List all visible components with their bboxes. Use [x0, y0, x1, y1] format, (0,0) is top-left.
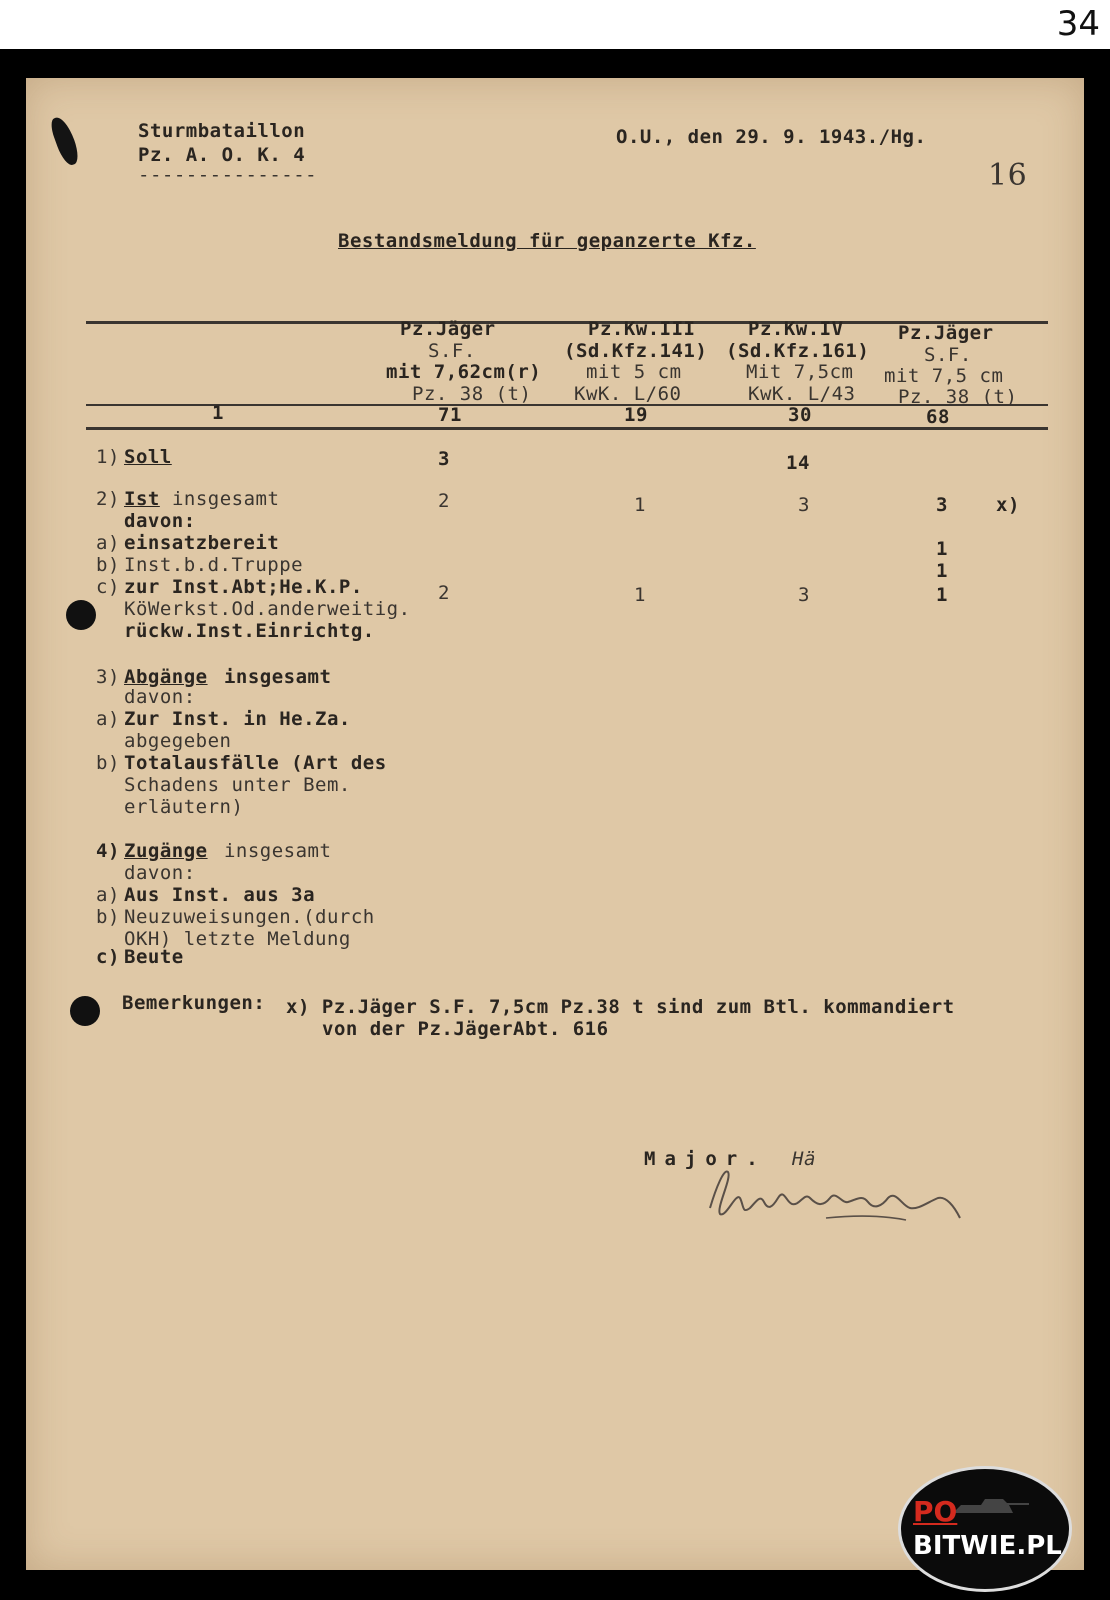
row-zug-b-num: b) — [96, 906, 120, 928]
col1-line1: Pz.Jäger — [400, 318, 496, 340]
row-ist-label-rest: insgesamt — [160, 488, 280, 510]
davon-1: davon: — [124, 510, 196, 532]
row-soll-v1: 3 — [438, 448, 450, 470]
row-abg-a-num: a) — [96, 708, 120, 730]
document-sheet — [26, 78, 1084, 1570]
row-a-num: a) — [96, 532, 120, 554]
signature-rank: Major. — [644, 1148, 767, 1170]
unit-underline: --------------- — [138, 164, 318, 186]
row-abg-b-label-2: Schadens unter Bem. — [124, 774, 351, 796]
remarks-line2: von der Pz.JägerAbt. 616 — [322, 1018, 609, 1040]
top-bar — [0, 0, 1110, 49]
unit-name-line1: Sturmbataillon — [138, 120, 306, 142]
col2-line2: (Sd.Kfz.141) — [564, 340, 708, 362]
col2-line4: KwK. L/60 — [574, 383, 682, 405]
row-zug-c-num: c) — [96, 946, 120, 968]
logo-text-bottom: BITWIE.PL — [913, 1531, 1062, 1561]
row-b-num: b) — [96, 554, 120, 576]
row-ist-label: Ist — [124, 488, 160, 510]
davon-2: davon: — [124, 686, 196, 708]
row-abg-label-rest: insgesamt — [212, 666, 332, 688]
logo-text-top: PO — [913, 1495, 958, 1528]
row-abg-num: 3) — [96, 666, 120, 688]
row-c-v2: 1 — [634, 584, 646, 606]
code-col-2: 19 — [624, 404, 648, 426]
code-col-0: 1 — [212, 402, 224, 424]
row-zug-b-label-1: Neuzuweisungen.(durch — [124, 906, 375, 928]
col3-line3: Mit 7,5cm — [746, 361, 854, 383]
row-c-label-1: zur Inst.Abt;He.K.P. — [124, 576, 363, 598]
row-zug-c-label: Beute — [124, 946, 184, 968]
row-ist-v2: 1 — [634, 494, 646, 516]
col1-line3: mit 7,62cm(r) — [386, 361, 542, 383]
row-abg-b-label-3: erläutern) — [124, 796, 244, 818]
page-number: 34 — [1056, 4, 1100, 44]
row-soll-num: 1) — [96, 446, 120, 468]
col2-line3: mit 5 cm — [586, 361, 682, 383]
row-soll-label: Soll — [124, 446, 172, 468]
row-c-label-2: KöWerkst.Od.anderweitig. — [124, 598, 411, 620]
row-b-label: Inst.b.d.Truppe — [124, 554, 304, 576]
punch-hole-2 — [70, 996, 100, 1026]
row-ist-note: x) — [996, 494, 1020, 516]
row-c-label-3: rückw.Inst.Einrichtg. — [124, 620, 375, 642]
row-abg-a-label-2: abgegeben — [124, 730, 232, 752]
col1-line2: S.F. — [428, 340, 476, 362]
code-col-3: 30 — [788, 404, 812, 426]
row-ist-v1: 2 — [438, 490, 450, 512]
row-soll-v3: 14 — [786, 452, 810, 474]
row-zug-label: Zugänge — [124, 840, 208, 862]
folio-number: 16 — [988, 158, 1028, 193]
pobitwie-logo — [898, 1466, 1072, 1592]
row-ist-v3: 3 — [798, 494, 810, 516]
remarks-line1: x) Pz.Jäger S.F. 7,5cm Pz.38 t sind zum Btl. kommandiert — [286, 996, 955, 1018]
row-ist-num: 2) — [96, 488, 120, 510]
punch-hole-1 — [66, 600, 96, 630]
row-c-v1: 2 — [438, 582, 450, 604]
davon-3: davon: — [124, 862, 196, 884]
row-zug-b-label-2: OKH) letzte Meldung — [124, 928, 351, 950]
row-c-v3: 3 — [798, 584, 810, 606]
unit-name-line2: Pz. A. O. K. 4 — [138, 144, 306, 166]
row-a-label: einsatzbereit — [124, 532, 280, 554]
row-c-v4: 1 — [936, 584, 948, 606]
row-zug-a-label: Aus Inst. aus 3a — [124, 884, 316, 906]
table-header-bottom-rule — [86, 427, 1048, 430]
col4-line3: mit 7,5 cm — [884, 365, 1004, 387]
col1-line4: Pz. 38 (t) — [412, 383, 532, 405]
col2-line1: Pz.Kw.III — [588, 318, 696, 340]
code-col-4: 68 — [926, 406, 950, 428]
row-abg-a-label-1: Zur Inst. in He.Za. — [124, 708, 351, 730]
row-a-v4: 1 — [936, 538, 948, 560]
remarks-label: Bemerkungen: — [122, 992, 266, 1014]
row-abg-b-label-1: Totalausfälle (Art des — [124, 752, 387, 774]
row-ist-v4: 3 — [936, 494, 948, 516]
row-abg-b-num: b) — [96, 752, 120, 774]
col4-line1: Pz.Jäger — [898, 322, 994, 344]
col4-line4: Pz. 38 (t) — [898, 386, 1018, 408]
row-zug-a-num: a) — [96, 884, 120, 906]
col3-line2: (Sd.Kfz.161) — [726, 340, 870, 362]
document-title: Bestandsmeldung für gepanzerte Kfz. — [338, 230, 756, 252]
code-col-1: 71 — [438, 404, 462, 426]
row-b-v4: 1 — [936, 560, 948, 582]
paper-tear-mark — [48, 114, 82, 167]
row-zug-num: 4) — [96, 840, 120, 862]
handwritten-signature — [706, 1158, 966, 1248]
place-date: O.U., den 29. 9. 1943./Hg. — [616, 126, 927, 148]
signature-initials: Hä — [792, 1148, 816, 1170]
row-c-num: c) — [96, 576, 120, 598]
col3-line1: Pz.Kw.IV — [748, 318, 844, 340]
col4-line2: S.F. — [924, 344, 972, 366]
tank-silhouette-icon — [951, 1491, 1031, 1521]
row-abg-label: Abgänge — [124, 666, 208, 688]
col3-line4: KwK. L/43 — [748, 383, 856, 405]
row-zug-label-rest: insgesamt — [212, 840, 332, 862]
